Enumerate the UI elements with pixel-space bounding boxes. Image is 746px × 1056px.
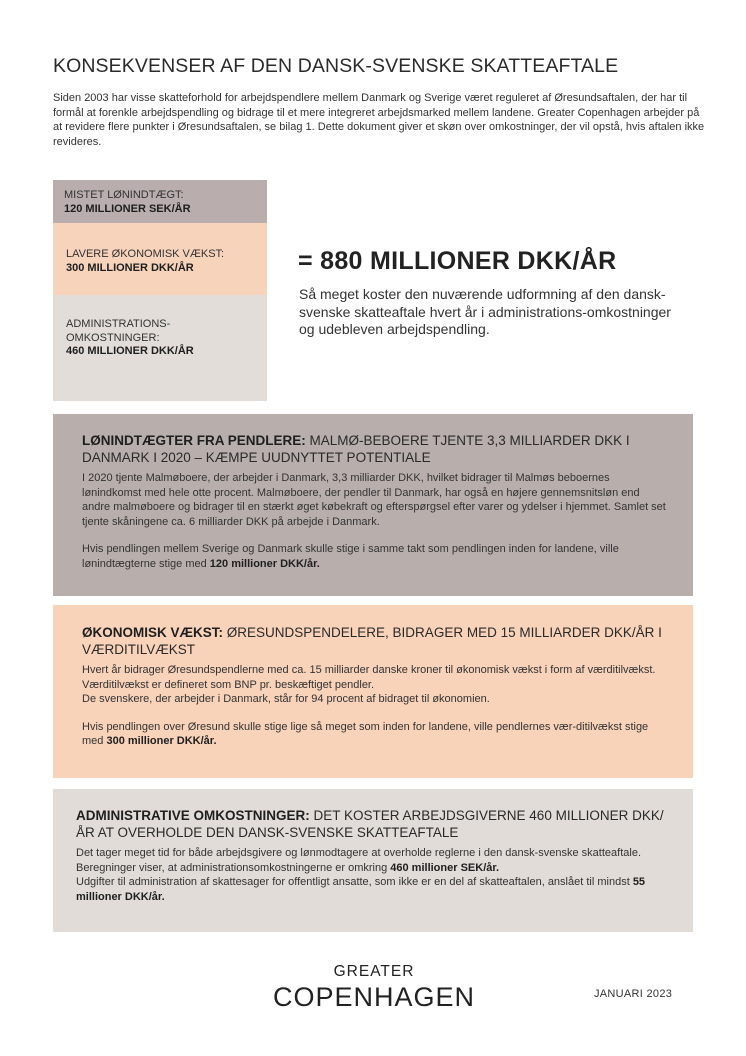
summary-value: 120 MILLIONER SEK/ÅR xyxy=(64,202,191,215)
summary-item-lost-income xyxy=(53,180,267,223)
panel-paragraph: De svenskere, der arbejder i Danmark, står for 94 procent af bidraget til økonomien. xyxy=(82,693,490,705)
panel-paragraph xyxy=(82,720,668,749)
panel-heading-bold: ØKONOMISK VÆKST: xyxy=(82,625,224,640)
panel-paragraph-text: Udgifter til administration af skattesager for offentligt ansatte, som ikke er en del af skatteaftalen, anslået til mindst xyxy=(76,876,633,888)
intro-paragraph: Siden 2003 har visse skatteforhold for arbejdspendlere mellem Danmark og Sverige været reguleret af Øresundsaftalen, der har til formål at forenkle arbejdspendling og bidrage til et mere integreret arbejdsmarked mellem landene. Greater Copenhagen arbejder på at revidere flere punkter i Øresundsaftalen, se bilag 1. Dette dokument giver et skøn over omkostninger, der vil opstå, hvis aftalen ikke revideres. xyxy=(53,92,705,148)
logo-top-text: GREATER xyxy=(333,963,415,980)
panel-heading-text: DET KOSTER ARBEJDSGIVERNE 460 MILLIONER DKK/ÅR AT OVERHOLDE DEN DANSK-SVENSKE SKATTEAFTALE xyxy=(76,808,664,840)
total-cost-description: Så meget koster den nuværende udformning af den dansk-svenske skatteaftale hvert år i administrations-omkostninger og udebleven arbejdspendling. xyxy=(299,286,671,337)
panel-heading xyxy=(82,625,668,658)
panel-highlight-value: 460 millioner SEK/år. xyxy=(390,861,500,874)
panel-economic-growth xyxy=(53,605,693,778)
summary-value: 460 MILLIONER DKK/ÅR xyxy=(66,345,194,357)
panel-paragraph-text: Hvis pendlingen mellem Sverige og Danmark skulle stige i samme takt som pendlingen inden for landene, ville lønindtægterne stige med xyxy=(82,543,619,570)
panel-highlight-value: 55 millioner DKK/år. xyxy=(76,876,646,903)
summary-label: MISTET LØNINDTÆGT: xyxy=(64,189,184,201)
panel-heading xyxy=(82,433,668,466)
panel-highlight-value: 120 millioner DKK/år. xyxy=(209,557,320,570)
panel-paragraph-text: Det tager meget tid for både arbejdsgivere og lønmodtagere at overholde reglerne i den dansk-svenske skatteaftale. Beregninger viser, at administrationsomkostningerne er omkring xyxy=(76,847,641,874)
greater-copenhagen-logo xyxy=(262,962,486,1012)
panel-paragraph: Hvert år bidrager Øresundspendlerne med ca. 15 milliarder danske kroner til økonomisk vækst i form af værditilvækst. Værditilvækst er defineret som BNP pr. beskæftiget pendler. xyxy=(82,664,656,691)
panel-highlight-value: 300 millioner DKK/år. xyxy=(106,735,217,747)
panel-heading-bold: LØNINDTÆGTER FRA PENDLERE: xyxy=(82,433,306,448)
total-cost-headline: = 880 MILLIONER DKK/ÅR xyxy=(298,247,617,275)
panel-heading-text: ØRESUNDSPENDELERE, BIDRAGER MED 15 MILLIARDER DKK/ÅR I VÆRDITILVÆKST xyxy=(82,625,662,657)
panel-heading-text: MALMØ-BEBOERE TJENTE 3,3 MILLIARDER DKK I DANMARK I 2020 – KÆMPE UUDNYTTET POTENTIALE xyxy=(82,433,630,465)
panel-paragraph: I 2020 tjente Malmøboere, der arbejder i Danmark, 3,3 milliarder DKK, hvilket bidrager til Malmøs beboernes lønindkomst med hele otte procent. Malmøboere, der pendler til Danmark, har også en højere gennemsnitsløn end andre malmøboere og bidrager til en stærkt øget købekraft og efterspørgsel efter varer og ydelser i hjemmet. Samlet set tjente skåningene ca. 6 milliarder DKK på arbejde i Danmark. xyxy=(82,472,666,528)
logo-bottom-text: COPENHAGEN xyxy=(272,982,476,1012)
summary-item-lower-growth xyxy=(53,223,267,295)
panel-paragraph xyxy=(82,542,668,571)
summary-label: ADMINISTRATIONS-OMKOSTNINGER: xyxy=(66,318,171,344)
summary-item-admin-costs xyxy=(53,295,267,401)
summary-value: 300 MILLIONER DKK/ÅR xyxy=(66,261,194,274)
panel-heading-bold: ADMINISTRATIVE OMKOSTNINGER: xyxy=(76,808,310,823)
document-date: JANUARI 2023 xyxy=(594,988,673,1000)
panel-paragraph xyxy=(76,875,668,904)
page-title: KONSEKVENSER AF DEN DANSK-SVENSKE SKATTEAFTALE xyxy=(53,55,619,77)
panel-admin-costs xyxy=(53,789,693,932)
panel-commuter-income xyxy=(53,414,693,596)
summary-label: LAVERE ØKONOMISK VÆKST: xyxy=(66,248,225,260)
panel-paragraph-text: Hvis pendlingen over Øresund skulle stige lige så meget som inden for landene, ville pendlernes vær-ditilvækst stige med xyxy=(82,720,649,747)
panel-paragraph xyxy=(76,846,668,875)
panel-heading xyxy=(76,808,668,841)
